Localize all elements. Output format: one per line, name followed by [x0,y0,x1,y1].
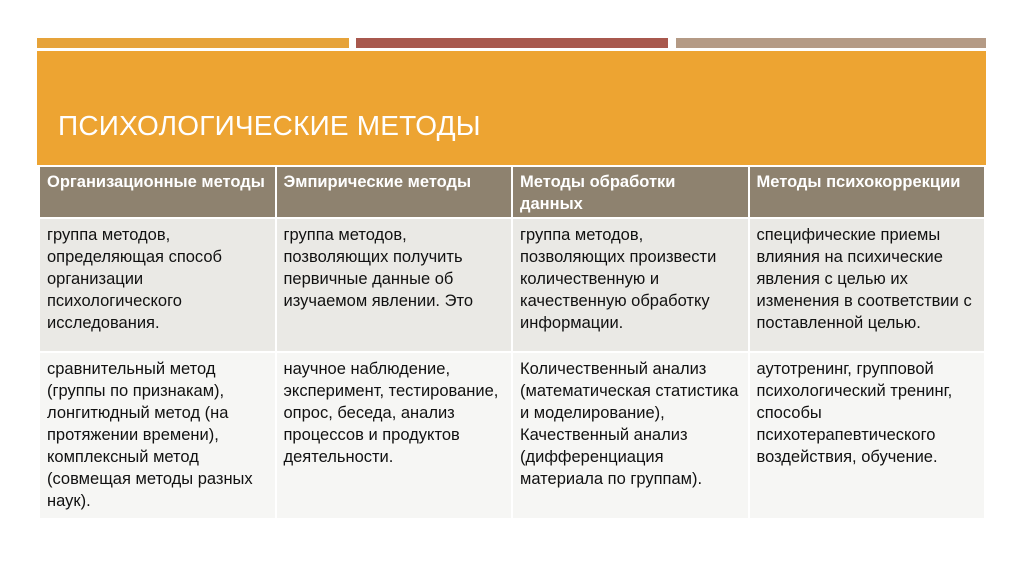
title-banner [37,51,986,165]
slide-title: ПСИХОЛОГИЧЕСКИЕ МЕТОДЫ [58,110,481,141]
accent-bar-orange [37,38,349,48]
table-cell: группа методов, позволяющих произвести количественную и качественную обработку информации. [512,218,749,352]
accent-bar-brown [356,38,668,48]
table-header-row [39,167,985,218]
header-data-processing: Методы обработки данных [512,167,749,218]
table-cell: специфические приемы влияния на психические явления с целью их изменения в соответствии с поставленной целью. [749,218,986,352]
header-organizational: Организационные методы [39,167,276,218]
table-cell: группа методов, определяющая способ организации психологического исследования. [39,218,276,352]
table-cell: научное наблюдение, эксперимент, тестирование, опрос, беседа, анализ процессов и продуктов деятельности. [276,352,513,518]
methods-table [38,167,986,518]
table-row-definitions [39,218,985,352]
header-empirical: Эмпирические методы [276,167,513,218]
table-cell: группа методов, позволяющих получить первичные данные об изучаемом явлении. Это [276,218,513,352]
header-psychocorrection: Методы психокоррекции [749,167,986,218]
table-cell: сравнительный метод (группы по признакам), лонгитюдный метод (на протяжении времени), комплексный метод (совмещая методы разных наук). [39,352,276,518]
table-cell: аутотренинг, групповой психологический тренинг, способы психотерапевтического воздействия, обучение. [749,352,986,518]
table-cell: Количественный анализ (математическая статистика и моделирование), Качественный анализ (дифференциация материала по группам). [512,352,749,518]
accent-bar-taupe [676,38,986,48]
table-row-examples [39,352,985,518]
